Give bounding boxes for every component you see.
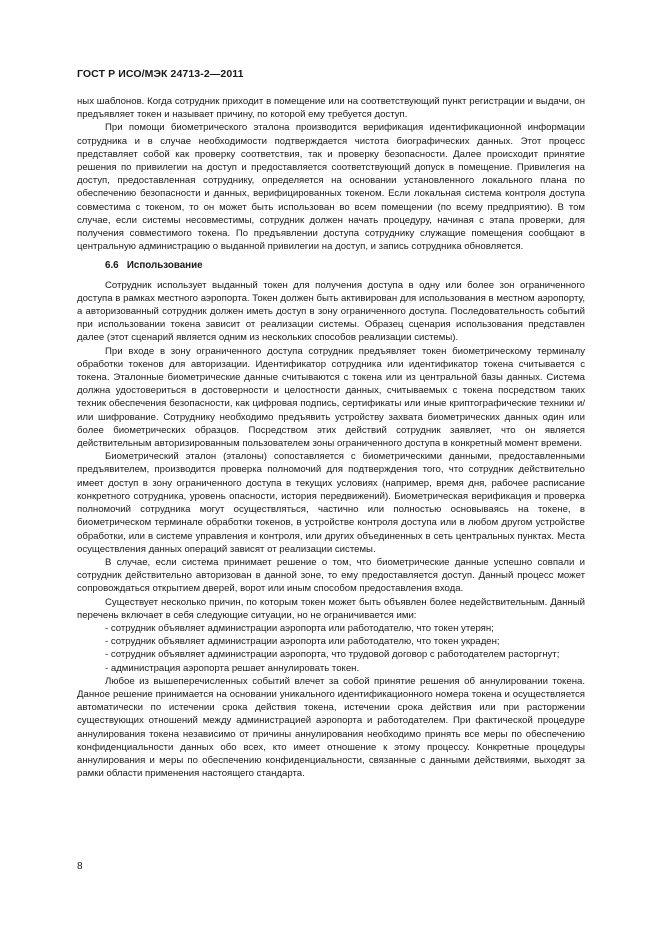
paragraph: При помощи биометрического эталона производится верификация идентификационной информации сотрудника и в случае необходимости подтверждается чистота биографических данных. Этот процесс представляет собой как проверку соответствия, так и проверку безопасности. Далее происходит принятие решения по привилегии на доступ и предоставляется соответствующий допуск в помещение. Привилегия на доступ, предоставленная сотруднику, определяется на основании установленного локального плана по обеспечению безопасности и данных, верифицированных токеном. Если локальная система контроля доступа совместима с токеном, то он может быть использован во всем помещении (по всему предприятию). В том случае, если системы несовместимы, сотрудник должен начать процедуру, начиная с этапа проверки, для получения совместимого токена. По предъявлении доступа сотруднику служащие помещения сообщают в центральную администрацию о выданной привилегии на доступ, и запись сотрудника обновляется.: [77, 122, 585, 253]
list-item: - сотрудник объявляет администрации аэропорта, что трудовой договор с работодателем расторгнут;: [105, 649, 560, 661]
document-body: [77, 95, 585, 780]
list-item: - администрация аэропорта решает аннулировать токен.: [105, 662, 360, 674]
paragraph: В случае, если система принимает решение о том, что биометрические данные успешно совпали и сотрудник действительно авторизован в данной зоне, то ему предоставляется доступ. Данный процесс может сопровождаться открытием дверей, ворот или иным способом предоставления входа.: [77, 556, 585, 595]
list-item: - сотрудник объявляет администрации аэропорта или работодателю, что токен украден;: [105, 636, 500, 648]
paragraph: Сотрудник использует выданный токен для получения доступа в одну или более зон ограниченного доступа в рамках местного аэропорта. Токен должен быть активирован для использования в местном аэропорту, а авторизованный сотрудник должен иметь доступ в зону ограниченного доступа. Последовательность событий при использовании токена зависит от реализации системы. Образец сценария использования представлен далее (этот сценарий является одним из нескольких способов реализации системы).: [77, 279, 585, 344]
section-number: 6.6: [105, 260, 119, 272]
paragraph: Биометрический эталон (эталоны) сопоставляется с биометрическими данными, предоставленными предъявителем, производится проверка полномочий для подтверждения того, что сотрудник действительно имеет доступ в зону ограниченного доступа в текущих условиях (например, время дня, рабочее расписание конкретного сотрудника, уровень опасности, история передвижений). Биометрическая верификация и проверка полномочий сотрудника могут осуществляться, частично или полностью основываясь на токене, в биометрическом терминале обработки токенов, в устройстве контроля доступа или в любом другом устройстве обработки, или в системе управления и контроля, или других объединенных в сеть центральных пунктах. Места осуществления данных операций зависят от реализации системы.: [77, 451, 585, 555]
paragraph: При входе в зону ограниченного доступа сотрудник предъявляет токен биометрическому терминалу обработки токенов для авторизации. Идентификатор сотрудника или идентификатор токена считывается с токена. Эталонные биометрические данные считываются с токена или из центральной базы данных. Система должна удостовериться в достоверности и целостности данных, считываемых с токена посредством таких техник обеспечения безопасности, как цифровая подпись, сертификаты или иные криптографические техники и/или шифрование. Сотруднику необходимо предъявить устройству захвата биометрических данных один или более биометрических образцов. Посредством этих действий сотрудник заявляет, что он является действительным авторизированным пользователем зоны ограниченного доступа в конкретный момент времени.: [77, 345, 585, 450]
paragraph: Существует несколько причин, по которым токен может быть объявлен более недействительным. Данный перечень включает в себя следующие ситуации, но не ограничивается ими:: [77, 596, 585, 621]
list-item: - сотрудник объявляет администрации аэропорта или работодателю, что токен утерян;: [105, 622, 494, 634]
document-header: ГОСТ Р ИСО/МЭК 24713-2—2011: [77, 68, 244, 80]
paragraph: ных шаблонов. Когда сотрудник приходит в помещение или на соответствующий пункт регистрации и выдачи, он предъявляет токен и называет причину, по которой ему требуется доступ.: [77, 96, 585, 121]
paragraph: Любое из вышеперечисленных событий влечет за собой принятие решения об аннулировании токена. Данное решение принимается на основании уникального идентификационного номера токена и осуществляется автоматически по истечении срока действия токена, истечении срока действия или при расторжении существующих отношений между администрацией аэропорта и работодателем. При фактической процедуре аннулирования токена независимо от причины аннулирования необходимо принять все меры по обеспечению конфиденциальности данных обо всех, кто имеет отношение к этому процессу. Конкретные процедуры аннулирования и меры по обеспечению конфиденциальности, связанные с данными действиями, выходят за рамки области применения настоящего стандарта.: [77, 675, 585, 780]
section-heading: [105, 259, 585, 272]
section-title: Использование: [126, 260, 203, 272]
page-number: 8: [77, 861, 83, 872]
